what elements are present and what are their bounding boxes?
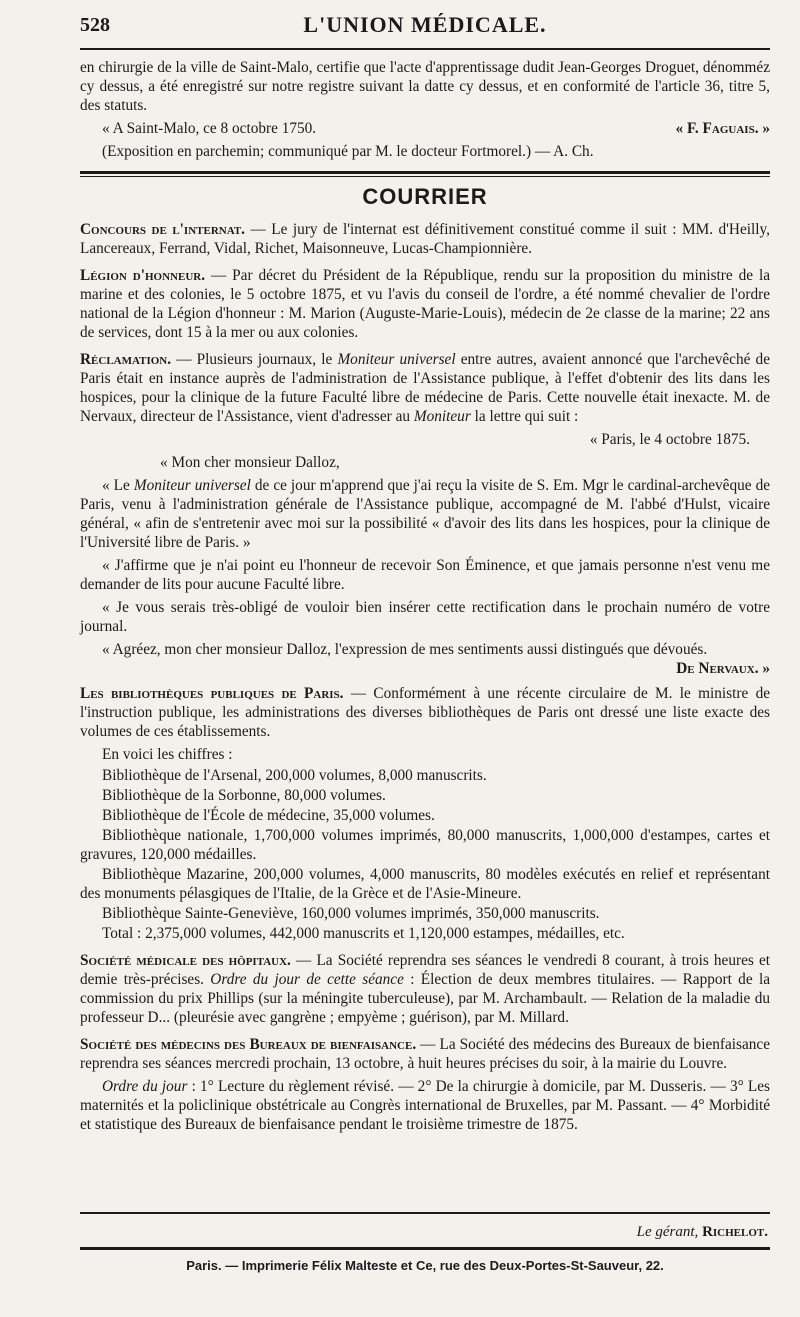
- intro-signature: « F. Faguais. »: [675, 120, 770, 137]
- intro-source: (Exposition en parchemin; communiqué par M. le docteur Fortmorel.) — A. Ch.: [102, 143, 594, 160]
- reclamation-paragraph: [80, 350, 770, 426]
- page-header: [80, 8, 770, 42]
- letter-p1-b: de ce jour m'apprend que j'ai reçu la visite de S. Em. Mgr le cardinal-archevêque de Paris, venu à l'administration générale de l'Assistance publique, accompagné de M. l'abbé d'Hulst, vicaire général, « afin de s'entretenir avec moi sur la possibilité « d'avoir des lits dans les hospices, pour la clinique de l'Université libre de Paris. »: [80, 477, 771, 551]
- bibliotheques-heading: Les bibliothèques publiques de Paris.: [80, 685, 344, 702]
- letter-salutation: « Mon cher monsieur Dalloz,: [160, 454, 340, 471]
- library-item: Bibliothèque de l'Arsenal, 200,000 volumes, 8,000 manuscrits.: [102, 767, 487, 784]
- article-body: [80, 58, 770, 1138]
- gerant-name: Richelot.: [702, 1224, 768, 1240]
- letter-paragraph-1: [80, 476, 770, 552]
- library-item: Bibliothèque Mazarine, 200,000 volumes, 4,000 manuscrits, 80 modèles exécutés en relief et représentant des monuments pélasgiques de l'Italie, de la Grèce et de l'Asie-Mineure.: [80, 866, 770, 902]
- bibliotheques-paragraph: [80, 684, 770, 741]
- societe-hopitaux-heading: Société médicale des hôpitaux.: [80, 952, 291, 969]
- page-number: 528: [80, 14, 110, 36]
- societe-hopitaux-italic: Ordre du jour de cette séance: [210, 971, 404, 988]
- letter-date: « Paris, le 4 octobre 1875.: [589, 431, 750, 448]
- bibliotheques-text: — Conformément à une récente circulaire de M. le ministre de l'instruction publique, les administrations des diverses bibliothèques de Paris ont dressé une liste exacte des volumes de ces établissements.: [80, 685, 771, 740]
- intro-paragraph: en chirurgie de la ville de Saint-Malo, certifie que l'acte d'apprentissage dudit Jean-Georges Droguet, dénomméz cy dessus, a été enregistré sur notre registre suivant la datte cy dessus, et en conformité de l'article 36, titre 5, des statuts.: [80, 59, 770, 114]
- societe-bureaux-paragraph: [80, 1035, 770, 1073]
- intro-date-line: [80, 119, 770, 138]
- societe-bureaux-italic: Ordre du jour: [102, 1078, 188, 1095]
- library-item: Bibliothèque nationale, 1,700,000 volumes imprimés, 80,000 manuscrits, 1,000,000 d'estampes, cartes et gravures, 120,000 médailles.: [80, 827, 770, 863]
- reclamation-heading: Réclamation.: [80, 351, 172, 368]
- legion-heading: Légion d'honneur.: [80, 267, 206, 284]
- internat-text: — Le jury de l'internat est définitivement constitué comme il suit : MM. d'Heilly, Lancereaux, Ferrand, Vidal, Richet, Maisonneuve, Lucas-Championnière.: [80, 221, 770, 257]
- legion-paragraph: [80, 266, 770, 342]
- library-item: Bibliothèque Sainte-Geneviève, 160,000 volumes imprimés, 350,000 manuscrits.: [102, 905, 600, 922]
- reclamation-text-3: la lettre qui suit :: [470, 408, 579, 425]
- reclamation-text-2: entre autres, avaient annoncé que l'archevêché de Paris était en instance auprès de l'administration de l'Assistance publique, à l'effet d'obtenir des lits dans les hospices, pour la clinique de la future Faculté libre de médecine de Paris. Cette nouvelle était inexacte. M. de Nervaux, directeur de l'Assistance, vient d'adresser au: [80, 351, 770, 425]
- internat-heading: Concours de l'internat.: [80, 221, 245, 238]
- reclamation-text-1: — Plusieurs journaux, le: [171, 351, 338, 368]
- gerant-label: Le gérant,: [636, 1224, 699, 1240]
- letter-paragraph-2: « J'affirme que je n'ai point eu l'honneur de recevoir Son Éminence, et que jamais personne n'est venu me demander de lits pour aucune Faculté libre.: [80, 557, 770, 593]
- legion-text: — Par décret du Président de la République, rendu sur la proposition du ministre de la marine et des colonies, le 5 octobre 1875, et vu l'avis du conseil de l'ordre, a été nommé chevalier de l'ordre national de la Légion d'honneur : M. Marion (Auguste-Marie-Louis), médecin de 2e classe de la marine; 22 ans de services, dont 15 à la mer ou aux colonies.: [80, 267, 770, 341]
- bibliotheques-intro: En voici les chiffres :: [102, 746, 233, 763]
- intro-date: « A Saint-Malo, ce 8 octobre 1750.: [102, 120, 317, 137]
- societe-bureaux-heading: Société des médecins des Bureaux de bienfaisance.: [80, 1036, 417, 1053]
- societe-hopitaux-paragraph: [80, 951, 770, 1027]
- library-item: Bibliothèque de l'École de médecine, 35,000 volumes.: [102, 807, 435, 824]
- section-rule-top: [80, 171, 770, 174]
- internat-paragraph: [80, 220, 770, 258]
- letter-p1-italic: Moniteur universel: [133, 477, 251, 494]
- footer-rule: [80, 1212, 770, 1214]
- societe-hopitaux-text-2: : Élection de deux membres titulaires. — Rapport de la commission du prix Phillips (sur la méningite tuberculeuse), par M. Archambault. — Relation de la maladie du professeur D... (pleurésie avec gangrène ; empyème ; guérison), par M. Millard.: [80, 971, 770, 1026]
- reclamation-italic-2: Moniteur: [413, 408, 471, 425]
- letter-signature: De Nervaux. »: [676, 660, 770, 677]
- printer-rule: [80, 1247, 770, 1250]
- library-item: Bibliothèque de la Sorbonne, 80,000 volumes.: [102, 787, 386, 804]
- section-title: COURRIER: [362, 184, 488, 209]
- societe-bureaux-agenda-text: : 1° Lecture du règlement révisé. — 2° De la chirurgie à domicile, par M. Dusseris. — 3° Les maternités et la policlinique obstétricale au Congrès international de Bruxelles, par M. Passant. — 4° Morbidité et statistique des Bureaux de bienfaisance pendant le troisième trimestre de 1875.: [80, 1078, 770, 1133]
- letter-p1-a: « Le: [102, 477, 134, 494]
- societe-bureaux-agenda: [80, 1077, 770, 1134]
- section-rule-bottom: [80, 176, 770, 177]
- printer-line: Paris. — Imprimerie Félix Malteste et Ce, rue des Deux-Portes-St-Sauveur, 22.: [186, 1258, 664, 1273]
- gerant-signature: [637, 1224, 768, 1241]
- library-list: [80, 766, 770, 943]
- letter-paragraph-3: « Je vous serais très-obligé de vouloir bien insérer cette rectification dans le prochain numéro de votre journal.: [80, 599, 770, 635]
- library-total: Total : 2,375,000 volumes, 442,000 manuscrits et 1,120,000 estampes, médailles, etc.: [102, 925, 625, 942]
- journal-title: L'UNION MÉDICALE.: [303, 12, 547, 37]
- header-rule: [80, 48, 770, 50]
- reclamation-italic-1: Moniteur universel: [337, 351, 456, 368]
- letter-paragraph-4: « Agréez, mon cher monsieur Dalloz, l'expression de mes sentiments aussi distingués que dévoués.: [102, 641, 708, 658]
- societe-bureaux-text: — La Société des médecins des Bureaux de bienfaisance reprendra ses séances mercredi prochain, 13 octobre, à huit heures précises du soir, à la mairie du Louvre.: [80, 1036, 770, 1072]
- societe-hopitaux-text-1: — La Société reprendra ses séances le vendredi 8 courant, à trois heures et demie très-précises.: [80, 952, 771, 988]
